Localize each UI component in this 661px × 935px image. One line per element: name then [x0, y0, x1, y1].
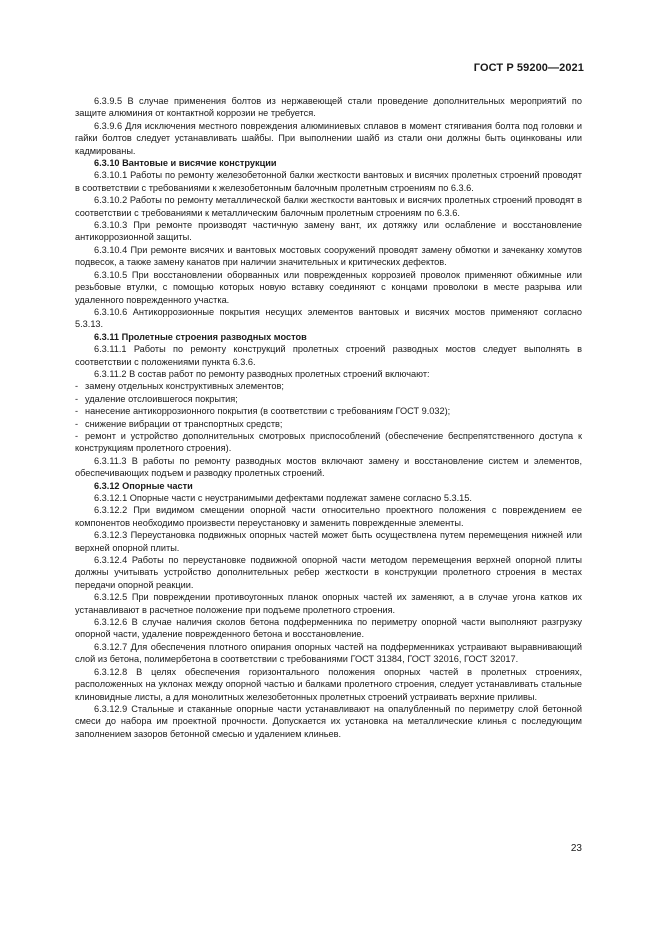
paragraph: 6.3.12.4 Работы по переустановке подвижной опорной части методом перемещения верхней опорной плиты должны учитывать устройство дополнительных ребер жесткости в конструкции пролетного строения в местах передачи опорной реакции.: [75, 555, 582, 590]
paragraph: 6.3.12.9 Стальные и стаканные опорные части устанавливают на опалубленный по периметру слой бетонной смеси до набора им проектной прочности. Допускается их установка на металлические клинья с последующим заполнением зазоров бетонной смесью и удалением клиньев.: [75, 703, 582, 739]
list-dash: -: [75, 418, 79, 429]
paragraph: 6.3.12.6 В случае наличия сколов бетона подферменника по периметру опорной части выполняют разгрузку опорной части, удаление поврежденного бетона и восстановление.: [75, 617, 582, 640]
standard-header: ГОСТ Р 59200—2021: [473, 62, 584, 74]
list-dash: -: [75, 406, 79, 417]
paragraph: 6.3.10.5 При восстановлении оборванных или поврежденных коррозией проволок применяют обжимные или резьбовые втулки, с помощью которых новую вставку соединяют с концами проволоки в месте разрыва или удаленного поврежденного участка.: [75, 269, 582, 305]
list-item-text: замену отдельных конструктивных элементов;: [85, 381, 284, 392]
paragraph: 6.3.12.1 Опорные части с неустранимыми дефектами подлежат замене согласно 5.3.15.: [94, 493, 472, 503]
paragraph: 6.3.12.2 При видимом смещении опорной части относительно проектного положения с повреждением ее компонентов необходимо произвести переустановку и заменить поврежденные элементы.: [75, 505, 582, 528]
list-item-text: снижение вибрации от транспортных средств;: [85, 418, 283, 429]
paragraph: 6.3.10.3 При ремонте производят частичную замену вант, их дотяжку или ослабление и восстановление антикоррозионной защиты.: [75, 220, 582, 243]
paragraph: 6.3.10.6 Антикоррозионные покрытия несущих элементов вантовых и висячих мостов применяют согласно 5.3.13.: [75, 306, 582, 330]
paragraph: 6.3.10.1 Работы по ремонту железобетонной балки жесткости вантовых и висячих пролетных строений проводят в соответствии с требованиями к железобетонным балочным пролетным строениям по 6.3.6.: [75, 170, 582, 193]
paragraph: 6.3.11.2 В состав работ по ремонту разводных пролетных строений включают:: [94, 368, 430, 379]
section-heading: 6.3.12 Опорные части: [94, 480, 193, 491]
list-item-text: удаление отслоившегося покрытия;: [85, 393, 238, 404]
page-number: 23: [570, 843, 582, 854]
paragraph: 6.3.11.1 Работы по ремонту конструкций пролетных строений разводных мостов следует выполнять в соответствии с положениями пункта 6.3.6.: [75, 344, 582, 367]
list-item: [75, 430, 582, 455]
paragraph: 6.3.12.7 Для обеспечения плотного опирания опорных частей на подферменниках устраивают выравнивающий слой из бетона, полимербетона в соответствии с требованиями ГОСТ 31384, ГОСТ 32016, ГОСТ 32017.: [75, 641, 582, 665]
list-item: [75, 405, 582, 417]
paragraph: 6.3.9.6 Для исключения местного повреждения алюминиевых сплавов в момент стягивания болта под головки и гайки болтов следует устанавливать шайбы. При выполнении шайб из стали они должны быть оцинкованы или кадмированы.: [75, 120, 582, 156]
list-dash: -: [75, 430, 79, 441]
paragraph: 6.3.12.3 Переустановка подвижных опорных частей может быть осуществлена путем перемещения нижней или верхней опорной плиты.: [75, 530, 582, 553]
paragraph: 6.3.12.5 При повреждении противоугонных планок опорных частей их заменяют, а в случае угона катков их устанавливают в расчетное положение при подъеме пролетного строения.: [75, 592, 582, 615]
list-item: [75, 380, 582, 392]
list-item-text: нанесение антикоррозионного покрытия (в соответствии с требованиям ГОСТ 9.032);: [85, 406, 451, 417]
paragraph: 6.3.11.3 В работы по ремонту разводных мостов включают замену и восстановление систем и элементов, обеспечивающих подъем и разводку пролетных строений.: [75, 455, 582, 479]
section-heading: 6.3.10 Вантовые и висячие конструкции: [94, 158, 277, 169]
paragraph: 6.3.10.4 При ремонте висячих и вантовых мостовых сооружений проводят замену обмотки и зачеканку хомутов подвесок, а также замену канатов при наличии значительных и критических дефектов.: [75, 244, 582, 268]
paragraph: 6.3.9.5 В случае применения болтов из нержавеющей стали проведение дополнительных мероприятий по защите алюминия от контактной коррозии не требуется.: [75, 96, 582, 119]
list-item: [75, 418, 582, 430]
paragraph: 6.3.12.8 В целях обеспечения горизонтального положения опорных частей в пролетных строениях, расположенных на уклонах между опорной частью и балками пролетного строения, следует устанавливать стальные клиновидные листы, а для монолитных железобетонных пролетных строений устраивать верхние приливы.: [75, 666, 582, 702]
list-item: [75, 393, 582, 405]
section-heading: 6.3.11 Пролетные строения разводных мостов: [94, 331, 307, 342]
list-dash: -: [75, 393, 79, 404]
document-body: [75, 95, 582, 740]
paragraph: 6.3.10.2 Работы по ремонту металлической балки жесткости вантовых и висячих пролетных строений проводят в соответствии с требованиями к металлическим балочным пролетным строениям по 6.3.6.: [75, 195, 582, 218]
list-dash: -: [75, 381, 79, 392]
list-item-text: ремонт и устройство дополнительных смотровых приспособлений (обеспечение беспрепятственного доступа к конструкциям пролетного строения).: [75, 430, 582, 454]
